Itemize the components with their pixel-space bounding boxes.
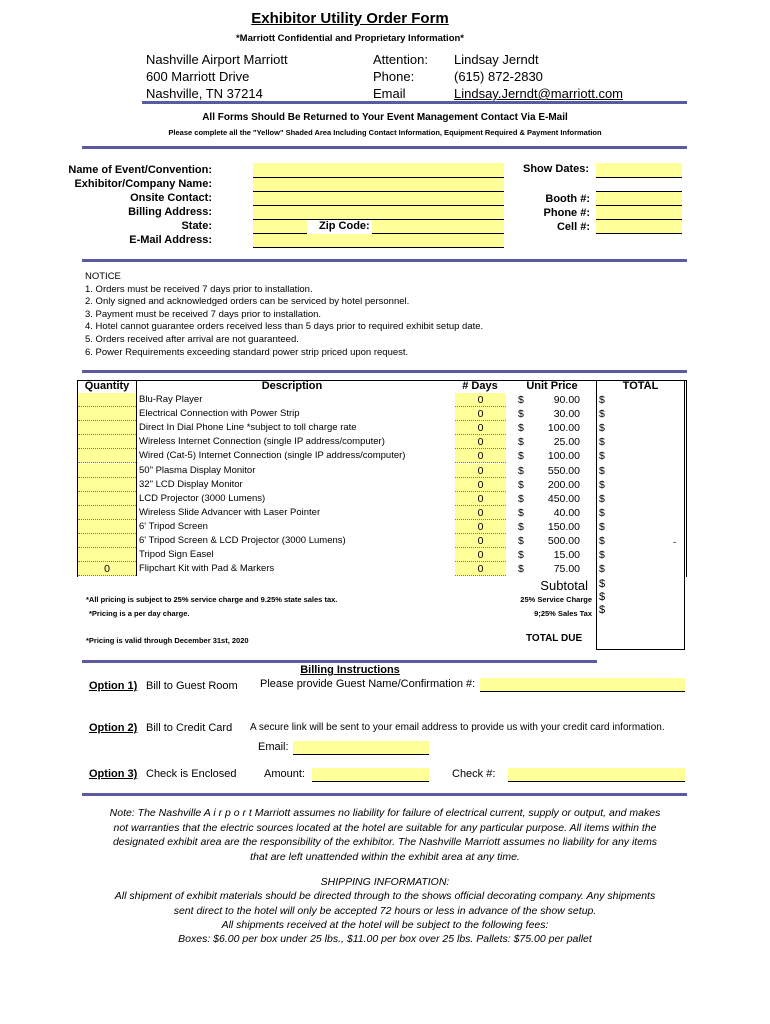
unit-price: 25.00 [553,436,580,449]
billing-email-label: Email: [258,741,289,753]
hotel-street: 600 Marriott Drive [146,69,250,84]
pricing-note: *All pricing is subject to 25% service charge and 9.25% state sales tax. [86,595,338,604]
billing-rule [82,793,687,796]
total-currency: $ [599,436,605,449]
billing-email-input[interactable] [293,741,429,755]
total-currency: $ [599,535,605,547]
cell-label: Cell #: [556,221,590,233]
guest-name-input[interactable] [480,678,685,692]
option2-label: Option 2) [89,722,138,734]
table-divider [136,380,137,576]
option1-label: Option 1) [89,680,138,692]
cell-input[interactable] [596,220,682,234]
unit-price: 75.00 [553,563,580,576]
total-header: TOTAL [622,380,659,392]
item-description: 6' Tripod Screen [139,520,208,532]
confidential-note: *Marriott Confidential and Proprietary Information* [235,33,465,44]
unit-price: 30.00 [553,408,580,421]
quantity-input[interactable] [78,520,136,534]
item-description: Flipchart Kit with Pad & Markers [139,563,275,575]
option3-label: Option 3) [89,768,138,780]
option2-text: Bill to Credit Card [146,722,233,734]
state-label: State: [181,220,212,232]
total-currency: $ [599,478,605,491]
quantity-input[interactable] [78,492,136,506]
header-rule [142,101,687,104]
shipping-block [40,875,730,946]
billing-address-input[interactable] [253,206,504,220]
days-input[interactable]: 0 [455,520,506,534]
hotel-city: Nashville, TN 37214 [146,86,263,101]
unit-price: 450.00 [547,492,580,505]
price-currency: $ [518,492,524,505]
check-number-input[interactable] [508,768,685,782]
show-dates-input[interactable] [596,163,682,178]
company-name-input[interactable] [253,178,504,192]
zip-code-label: Zip Code: [319,220,370,232]
notice-item: 6. Power Requirements exceeding standard power strip priced upon request. [85,346,409,358]
service-currency: $ [599,591,606,603]
amount-label: Amount: [264,768,305,780]
notice-item: 5. Orders received after arrival are not guaranteed. [85,333,299,345]
quantity-input[interactable] [78,506,136,520]
note-line: designated exhibit area are the responsibility of the exhibitor. The Nashville Marriott assumes no liability for any items [112,836,658,848]
item-description: Direct In Dial Phone Line *subject to toll charge rate [139,422,357,434]
total-due-label: TOTAL DUE [526,633,583,644]
days-input[interactable]: 0 [455,492,506,506]
shipping-line: All shipment of exhibit materials should be directed through to the shows official decorating company. Any shipments [114,890,656,903]
days-input[interactable]: 0 [455,464,506,478]
attention-label: Attention: [373,52,428,67]
table-divider [596,380,597,650]
unit-price: 500.00 [547,535,580,547]
totals-currency [599,578,605,617]
days-input[interactable]: 0 [455,407,506,421]
email-address-input[interactable] [253,234,504,248]
qty-header: Quantity [84,380,130,392]
quantity-input[interactable] [78,421,136,435]
guest-name-prompt: Please provide Guest Name/Confirmation #: [260,678,476,690]
booth-field-labels [500,192,590,234]
days-input[interactable]: 0 [455,548,506,562]
notice-title: NOTICE [85,271,121,282]
note-line: not warranties that the electric sources located at the hotel are suitable for any particular purpose. All items within the [113,821,657,834]
booth-input[interactable] [596,192,682,206]
option1-text: Bill to Guest Room [146,680,238,692]
liability-note [60,806,710,864]
contact-labels [373,51,428,102]
item-description: Wired (Cat-5) Internet Connection (single IP address/computer) [139,450,406,462]
price-currency: $ [518,408,524,421]
booth-label: Booth #: [545,193,590,205]
notice-item: 4. Hotel cannot guarantee orders received less than 5 days prior to required exhibit setup date. [85,321,484,333]
item-description: 6' Tripod Screen & LCD Projector (3000 Lumens) [139,535,346,546]
unit-price: 90.00 [553,394,580,406]
notice-block [85,271,483,359]
hotel-address [146,51,288,102]
event-name-label: Name of Event/Convention: [68,164,212,176]
notice-rule [82,370,687,373]
complete-instruction: Please complete all the "Yellow" Shaded Area Including Contact Information, Equipment Required & Payment Information [168,128,602,137]
unit-price: 200.00 [547,478,580,491]
quantity-input[interactable]: 0 [78,562,136,576]
company-name-label: Exhibitor/Company Name: [74,178,212,190]
total-dash: - [673,537,677,548]
unit-price: 40.00 [553,506,580,519]
return-instruction: All Forms Should Be Returned to Your Event Management Contact Via E-Mail [202,112,568,123]
form-title: Exhibitor Utility Order Form [251,10,449,27]
service-charge-label: 25% Service Charge [520,595,592,604]
unit-price: 550.00 [547,464,580,477]
event-name-input[interactable] [253,163,504,178]
total-currency: $ [599,450,605,463]
quantity-input[interactable] [78,393,136,407]
totals-bottom-border [596,649,685,650]
state-input[interactable] [253,220,307,234]
shipping-line: sent direct to the hotel will only be accepted 72 hours or less in advance of the show setup. [173,904,597,917]
sales-tax-label: 9;25% Sales Tax [534,609,592,618]
note-line: Note: The Nashville A i r p o r t Marriott assumes no liability for failure of electrical current, supply or output, and makes [109,807,661,819]
phone-label: Phone: [373,69,415,84]
credit-card-prompt: A secure link will be sent to your email address to provide us with your credit card information. [250,722,665,733]
shipping-title: SHIPPING INFORMATION: [320,876,450,888]
phone-value: (615) 872-2830 [454,69,543,84]
item-description: 32" LCD Display Monitor [139,478,243,490]
quantity-input[interactable] [78,464,136,478]
email-address-label: E-Mail Address: [129,234,212,246]
total-currency: $ [599,492,605,505]
total-currency: $ [599,394,605,406]
per-day-note: *Pricing is a per day charge. [89,609,190,618]
subtotal-currency: $ [599,578,606,590]
shipping-line: Boxes: $6.00 per box under 25 lbs., $11.00 per box over 25 lbs. Pallets: $75.00 per pallet [178,933,592,946]
onsite-contact-label: Onsite Contact: [130,192,212,204]
price-currency: $ [518,394,524,406]
valid-through-note: *Pricing is valid through December 31st, 2020 [86,636,249,645]
item-description: Wireless Slide Advancer with Laser Pointer [139,506,321,518]
show-dates-label: Show Dates: [523,163,590,175]
desc-header: Description [261,380,323,392]
item-description: 50" Plasma Display Monitor [139,464,256,476]
onsite-contact-input[interactable] [253,192,504,206]
show-dates-input-2[interactable] [596,178,682,192]
item-description: LCD Projector (3000 Lumens) [139,492,266,504]
quantity-input[interactable] [78,407,136,421]
quantity-input[interactable] [78,478,136,492]
quantity-input[interactable] [78,548,136,562]
unit-price: 100.00 [547,422,580,435]
instruction-rule [82,146,687,149]
unit-price: 100.00 [547,450,580,463]
option3-text: Check is Enclosed [146,768,237,780]
totals-rule [82,660,597,663]
notice-item: 1. Orders must be received 7 days prior to installation. [85,283,313,295]
shipping-line: All shipments received at the hotel will be subject to the following fees: [221,918,549,931]
days-input[interactable]: 0 [455,393,506,407]
price-currency: $ [518,563,524,576]
days-input[interactable]: 0 [455,449,506,463]
total-currency: $ [599,506,605,519]
days-input[interactable]: 0 [455,534,506,548]
price-currency: $ [518,478,524,491]
contact-rule [82,259,687,262]
quantity-input[interactable] [78,435,136,449]
email-link[interactable]: Lindsay.Jerndt@marriott.com [454,86,624,101]
total-currency: $ [599,549,605,562]
subtotal-label: Subtotal [540,578,588,593]
total-currency: $ [599,408,605,421]
total-currency: $ [599,563,605,576]
days-input[interactable]: 0 [455,421,506,435]
hotel-name: Nashville Airport Marriott [146,52,288,67]
price-currency: $ [518,549,524,562]
total-currency: $ [599,464,605,477]
days-input[interactable]: 0 [455,478,506,492]
price-header: Unit Price [526,380,578,392]
price-currency: $ [518,506,524,519]
item-description: Blu-Ray Player [139,394,203,405]
billing-address-label: Billing Address: [128,206,212,218]
total-currency: $ [599,422,605,435]
contact-field-labels [60,163,212,247]
days-header: # Days [462,380,498,392]
email-label: Email [373,86,406,101]
price-currency: $ [518,535,524,547]
quantity-input[interactable] [78,534,136,548]
billing-title: Billing Instructions [300,664,400,676]
check-number-label: Check #: [452,768,496,780]
days-input[interactable]: 0 [455,506,506,520]
item-description: Electrical Connection with Power Strip [139,408,300,420]
attention-value: Lindsay Jerndt [454,52,539,67]
unit-price: 150.00 [547,520,580,533]
days-input[interactable]: 0 [455,435,506,449]
zip-code-input[interactable] [372,220,504,234]
total-currency: $ [599,520,605,533]
price-currency: $ [518,450,524,463]
note-line: that are left unattended within the exhibit area at any time. [250,850,520,863]
notice-item: 2. Only signed and acknowledged orders can be serviced by hotel personnel. [85,296,410,308]
amount-input[interactable] [312,768,429,782]
table-divider [684,380,685,650]
phone-number-label: Phone #: [543,207,590,219]
item-description: Tripod Sign Easel [139,549,214,561]
price-currency: $ [518,464,524,477]
price-currency: $ [518,520,524,533]
price-currency: $ [518,436,524,449]
tax-currency: $ [599,604,606,616]
contact-values [454,51,623,102]
price-currency: $ [518,422,524,435]
days-input[interactable]: 0 [455,562,506,576]
phone-number-input[interactable] [596,206,682,220]
item-description: Wireless Internet Connection (single IP address/computer) [139,436,385,448]
unit-price: 15.00 [553,549,580,562]
quantity-input[interactable] [78,449,136,463]
notice-item: 3. Payment must be received 7 days prior to installation. [85,308,322,320]
